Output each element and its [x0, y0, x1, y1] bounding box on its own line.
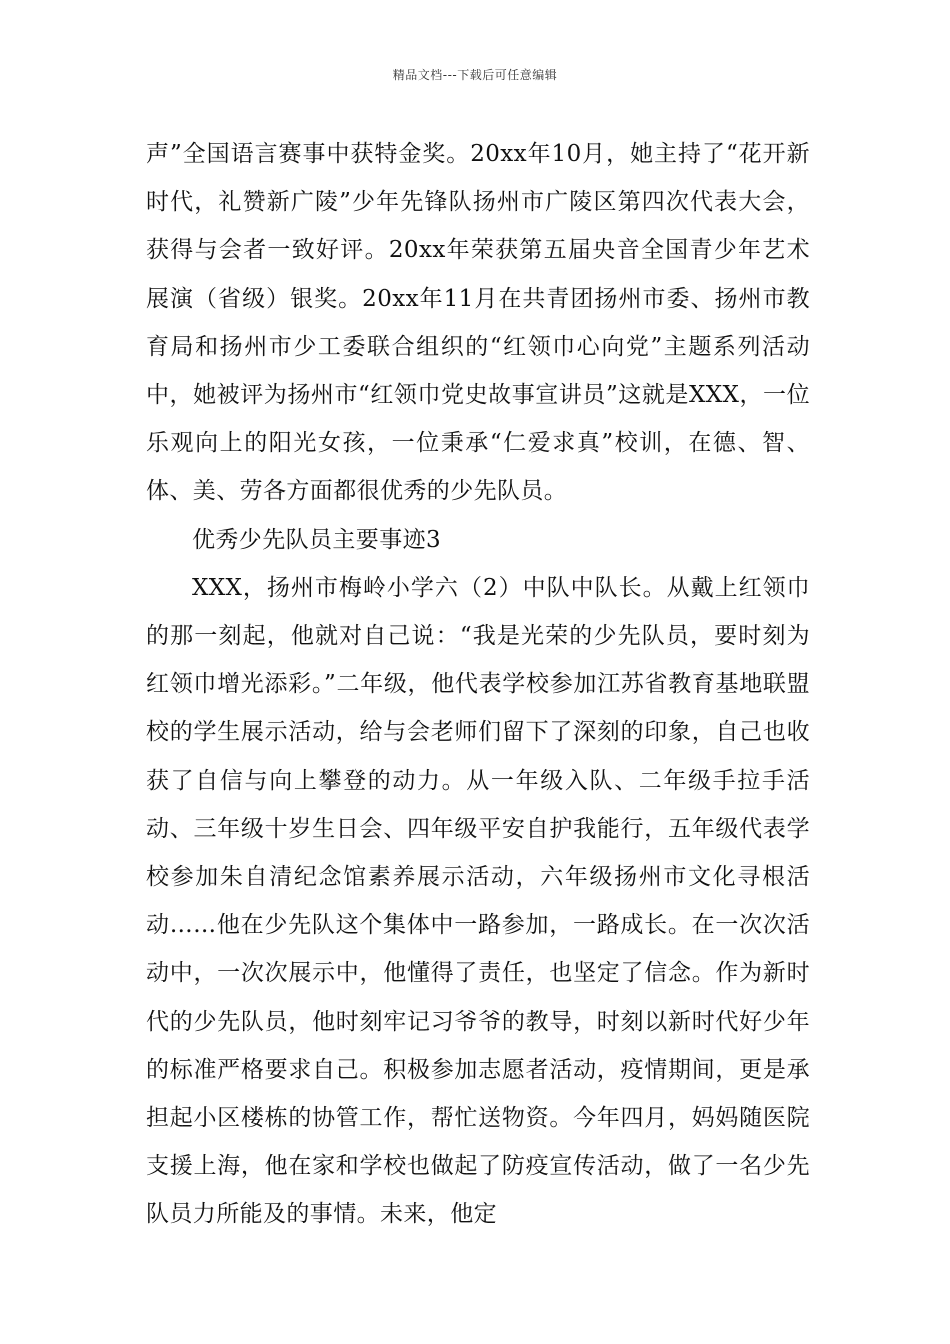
- page-header: 精品文档---下载后可任意编辑: [392, 68, 558, 82]
- paragraph-continued: 声”全国语言赛事中获特金奖。20xx年10月，她主持了“花开新时代，礼赞新广陵”少年先锋队扬州市广陵区第四次代表大会，获得与会者一致好评。20xx年荣获第五届央音全国青少年艺术展演（省级）银奖。20xx年11月在共青团扬州市委、扬州市教育局和扬州市少工委联合组织的“红领巾心向党”主题系列活动中，她被评为扬州市“红领巾党史故事宣讲员”这就是XXX，一位乐观向上的阳光女孩，一位秉承“仁爱求真”校训，在德、智、体、美、劳各方面都很优秀的少先队员。: [146, 141, 810, 505]
- document-body: [146, 130, 810, 1239]
- paragraph-achievements: XXX，扬州市梅岭小学六（2）中队中队长。从戴上红领巾的那一刻起，他就对自己说：“我是光荣的少先队员，要时刻为红领巾增光添彩。”二年级，他代表学校参加江苏省教育基地联盟校的学生展示活动，给与会老师们留下了深刻的印象，自己也收获了自信与向上攀登的动力。从一年级入队、二年级手拉手活动、三年级十岁生日会、四年级平安自护我能行，五年级代表学校参加朱自清纪念馆素养展示活动，六年级扬州市文化寻根活动……他在少先队这个集体中一路参加，一路成长。在一次次活动中，一次次展示中，他懂得了责任，也坚定了信念。作为新时代的少先队员，他时刻牢记习爷爷的教导，时刻以新时代好少年的标准严格要求自己。积极参加志愿者活动，疫情期间，更是承担起小区楼栋的协管工作，帮忙送物资。今年四月，妈妈随医院支援上海，他在家和学校也做起了防疫宣传活动，做了一名少先队员力所能及的事情。未来，他定: [146, 574, 810, 1228]
- section-title: 优秀少先队员主要事迹3: [192, 526, 442, 553]
